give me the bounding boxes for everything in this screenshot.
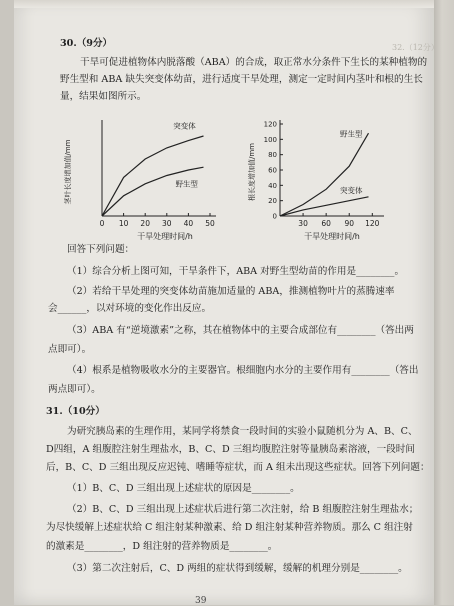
q31-sub-2-cont: 为尽快缓解上述症状给 C 组注射某种激素、给 D 组注射某种营养物质。那么 C 组注射 — [46, 522, 413, 533]
q30-intro-line: 干旱可促进植物体内脱落酸（ABA）的合成，取正常水分条件下生长的某种植物的 — [80, 57, 428, 68]
y-tick-label: 60 — [268, 166, 277, 175]
answer-prompt: 回答下列问题： — [67, 244, 135, 255]
x-tick-label: 60 — [321, 219, 331, 228]
q30-sub-3-cont: 点即可）。 — [48, 344, 92, 355]
y-tick-label: 20 — [268, 197, 277, 206]
series-label: 突变体 — [173, 121, 196, 131]
x-axis-label: 干旱处理时间/h — [137, 232, 193, 241]
series-line — [280, 133, 369, 216]
x-tick-label: 50 — [205, 219, 215, 228]
series-line — [102, 167, 204, 216]
q31-body-line: 后，B、C、D 三组出现反应迟钝、嗜睡等症状，而 A 组未出现这些症状。回答下列问题： — [46, 462, 430, 473]
x-tick-label: 30 — [162, 219, 172, 228]
q31-header: 31.（10分） — [46, 406, 105, 417]
x-tick-label: 120 — [365, 219, 380, 228]
bleed-through-text: 32.（12分） — [392, 43, 439, 52]
page-number: 39 — [195, 596, 207, 606]
x-tick-label: 90 — [344, 219, 355, 228]
y-tick-label: 120 — [263, 120, 277, 129]
y-tick-label: 40 — [268, 181, 277, 190]
y-axis-label: 茎叶长度增加值/mm — [64, 139, 72, 205]
q31-sub-1: （1）B、C、D 三组出现上述症状的原因是________。 — [67, 483, 300, 494]
series-label: 野生型 — [340, 129, 363, 139]
page-binding-edge — [434, 0, 454, 605]
series-line — [280, 197, 369, 216]
x-tick-label: 30 — [298, 219, 308, 228]
x-tick-label: 0 — [99, 219, 105, 228]
q31-sub-2-cont: 的激素是________，D 组注射的营养物质是________。 — [46, 541, 278, 552]
y-axis-label: 根长度增加值/mm — [248, 143, 256, 201]
q30-sub-4: （4）根系是植物吸收水分的主要器官。根细胞内水分的主要作用有________（答出 — [67, 365, 419, 376]
q31-sub-3: （3）第二次注射后，C、D 两组的症状得到缓解，缓解的机理分别是________。 — [67, 563, 408, 574]
q30-sub-2-cont: 会______，以对环境的变化作出反应。 — [48, 303, 212, 314]
stem-leaf-growth-chart — [60, 112, 230, 242]
q31-body-line: 为研究胰岛素的生理作用，某同学将禁食一段时间的实验小鼠随机分为 A、B、C、 — [67, 426, 418, 437]
q30-sub-3: （3）ABA 有“逆境激素”之称，其在植物体中的主要合成部位有________（答出两 — [67, 325, 414, 336]
q31-body-line: D四组，A 组腹腔注射生理盐水，B、C、D 三组均腹腔注射等量胰岛素溶液，一段时间 — [46, 444, 415, 455]
root-growth-chart — [244, 112, 394, 242]
y-tick-label: 100 — [263, 135, 277, 144]
y-tick-label: 0 — [272, 212, 277, 221]
x-tick-label: 10 — [118, 219, 129, 228]
x-axis-label: 干旱处理时间/h — [304, 232, 360, 241]
q30-sub-4-cont: 两点即可）。 — [48, 384, 101, 395]
q30-sub-1: （1）综合分析上图可知，干旱条件下，ABA 对野生型幼苗的作用是________。 — [67, 266, 405, 277]
x-tick-label: 20 — [140, 219, 150, 228]
q30-intro-line: 量，结果如图所示。 — [60, 91, 147, 102]
q31-sub-2: （2）B、C、D 三组出现上述症状后进行第二次注射，给 B 组腹腔注射生理盐水； — [67, 504, 419, 515]
series-label: 突变体 — [340, 186, 363, 195]
x-tick-label: 40 — [183, 219, 194, 228]
y-tick-label: 80 — [268, 151, 277, 160]
series-line — [102, 136, 204, 216]
q30-sub-2: （2）若给干旱处理的突变体幼苗施加适量的 ABA，推测植物叶片的蒸腾速率 — [67, 286, 395, 297]
series-label: 野生型 — [175, 179, 198, 189]
q30-header: 30.（9分） — [60, 38, 113, 49]
page-top-edge — [14, 0, 434, 8]
q30-intro-line: 野生型和 ABA 缺失突变体幼苗，进行适度干旱处理，测定一定时间内茎叶和根的生长 — [60, 74, 423, 85]
